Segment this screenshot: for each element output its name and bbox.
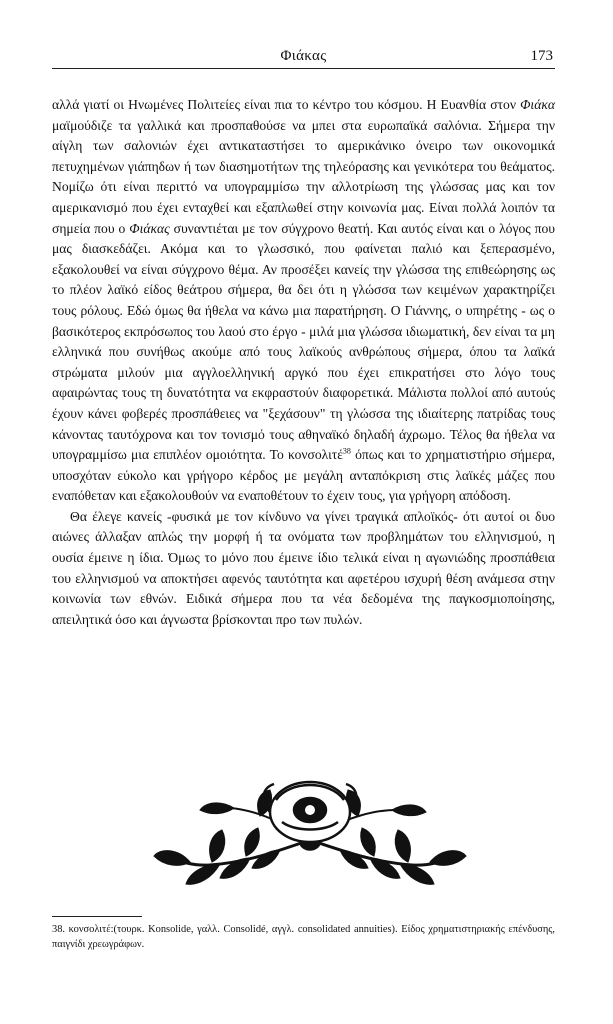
- footnote-38: 38. κονσολιτέ:(τουρκ. Konsolide, γαλλ. Consolidé, αγγλ. consolidated annuities). Είδος χρηματιστηριακής επένδυσης, παιγνίδι χρεωγράφων.: [52, 924, 555, 950]
- page-number: 173: [530, 48, 553, 64]
- p1-text-c: συναντιέται με τον σύγχρονο θεατή. Και αυτός είναι και ο λόγος που μας διασκεδάζει. Ακόμα και το γλωσσικό, που φαίνεται παλιό και ξεπερασμένο, εξακολουθεί να είναι σύγχρονο θέμα. Αν προσέξει κανείς την γλώσσα της επιθεώρησης ως το πλέον λαϊκό είδος θεάτρου σήμερα, θα δει ότι η γλώσσα των κειμένων χαρακτηρίζει τους ρόλους. Εδώ όμως θα ήθελα να κάνω μια παρατήρηση. Ο Γιάννης, ο υπηρέτης - ως ο βασικότερος εκπρόσωπος του λαού στο έργο - μιλά μια γλώσσα ιδιωματική, δεν είναι τα μη ελληνικά που συνήθως ακούμε από τους λαϊκούς ανθρώπους σήμερα, όπου τα λαϊκά στρώματα μιλούν μια αγγλοελληνική αργκό που έχει επικρατήσει στο λόγο τους αφαιρώντας τους τη δυνατότητα να εκφραστούν διαφορετικά. Μάλιστα πολλοί από αυτούς έχουν κάνει φοβερές προσπάθειες να "ξεχάσουν" τη γλώσσα της ιδιαίτερης πατρίδας τους κάνοντας ταυτόχρονα και τον τονισμό τους αθηναϊκό δηλαδή άχρωμο. Τέλος θα ήθελα να υπογραμμίσω μια επιπλέον ομοιότητα. Το κονσολιτέ: [52, 220, 555, 463]
- floral-vignette-icon: [150, 770, 470, 890]
- p1-text-a: αλλά γιατί οι Ηνωμένες Πολιτείες είναι πια το κέντρο του κόσμου. Η Ευανθία στον: [52, 97, 521, 112]
- footnote-reference[interactable]: 38: [342, 446, 351, 456]
- page-header: [52, 48, 555, 69]
- paragraph-2: Θα έλεγε κανείς -φυσικά με τον κίνδυνο να γίνει τραγικά απλοϊκός- ότι αυτοί οι δυο αιώνες άλλαξαν απλώς την μορφή ή τα ονόματα των προβλημάτων του ελληνισμού, η ουσία έμεινε η ίδια. Όμως το μόνο που έμεινε ίδιο τελικά είναι η αγωνιώδης προσπάθεια του ελληνισμού να αποκτήσει αφενός ταυτότητα και αφετέρου ισχυρή θέση ανάμεσα στην κοινωνία των εθνών. Ειδικά σήμερα που τα νέα δεδομένα της παγκοσμιοποίησης, απειλητικά όσο και άγνωστα βρίσκονται προ των πυλών.: [52, 508, 555, 627]
- play-title: Φιάκας: [129, 220, 170, 236]
- footnote-divider: [52, 916, 142, 917]
- paragraph-1: [52, 95, 555, 507]
- p1-text-d: όπως και το χρηματιστήριο σήμερα, υποσχόταν εύκολο και γρήγορο κέρδος με μεγάλη ανταπόκριση στις λαϊκές μάζες που εναπόθεταν και εξακολουθούν να εναποθέτουν το έχειν τους, για γρήγορη απόδοση.: [52, 447, 555, 504]
- p1-text-b: μαϊμούδιζε τα γαλλικά και προσπαθούσε να μπει στα ευρωπαϊκά σαλόνια. Σήμερα την αίγλη των σαλονιών έχει αντικαταστήσει το αμερικάνικο όνειρο των οικονομικά πετυχημένων γιάπηδων ή των διασημοτήτων της τηλεόρασης και γενικότερα του θεάματος. Νομίζω ότι είναι περιττό να υπογραμμίσω την αλλοτρίωση της γλώσσας μας και τον αμερικανισμό που έχει ενταχθεί και εξαπλωθεί στην κοινωνία μας. Είναι πολλά λοιπόν τα σημεία που ο: [52, 117, 555, 236]
- running-title: Φιάκας: [280, 48, 327, 64]
- play-title: Φιάκα: [520, 97, 555, 112]
- body-text: [52, 95, 555, 630]
